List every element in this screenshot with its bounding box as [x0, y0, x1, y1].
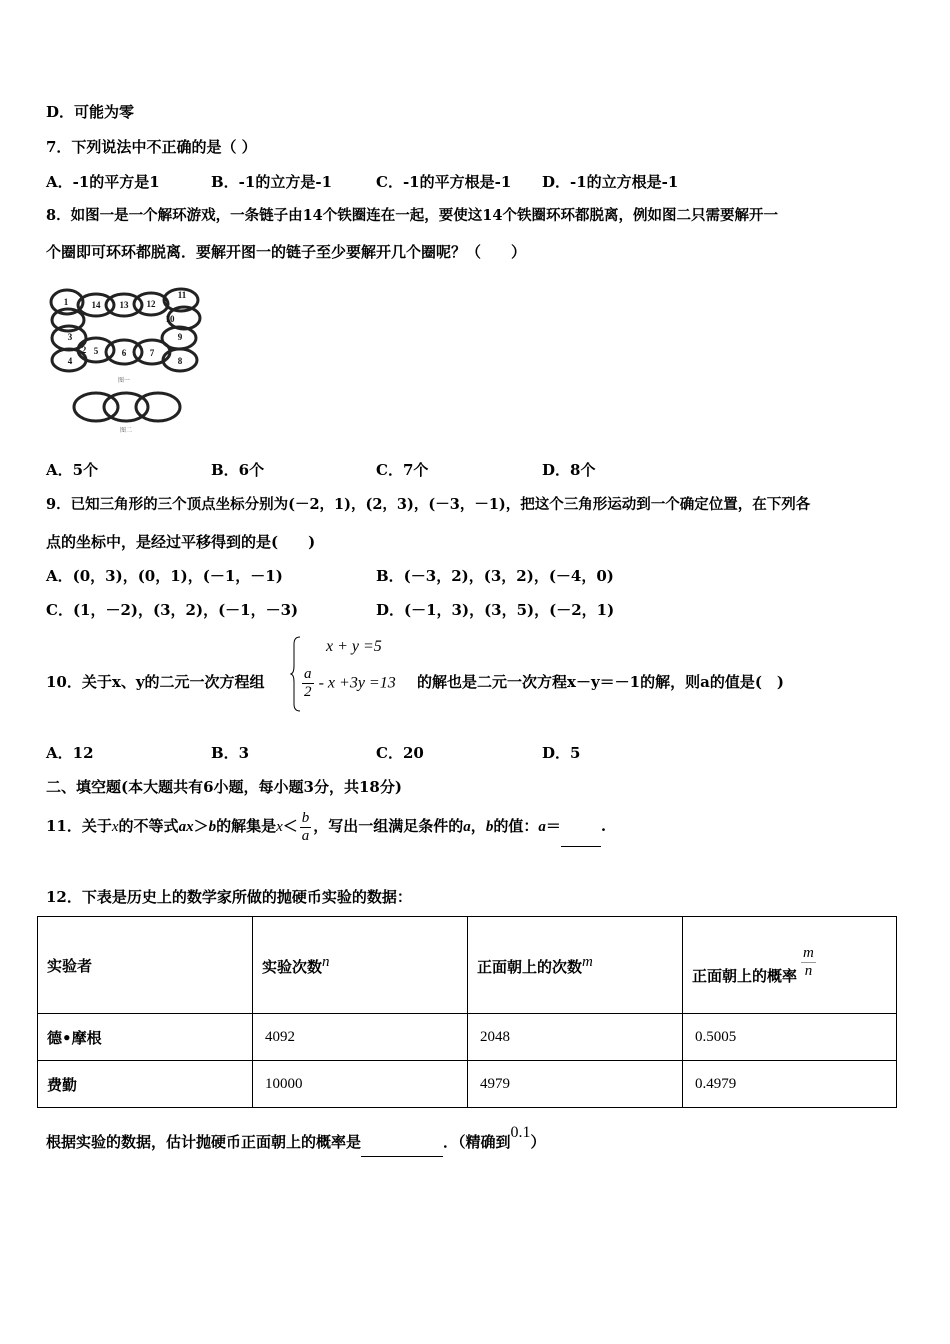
header-fraction	[801, 945, 816, 980]
q8-stem-line2: 个圈即可环环都脱离．要解开图一的链子至少要解开几个圈呢？（ ）	[46, 243, 527, 261]
ring-number: 11	[177, 290, 187, 300]
q10-fraction	[302, 666, 314, 701]
figure2-caption: 图二	[119, 427, 133, 434]
q11-period: .	[600, 817, 607, 835]
q10-option-b: B．3	[211, 744, 250, 762]
q11-var-a: a	[463, 819, 471, 835]
ring-number: 13	[119, 300, 129, 310]
q6-option-d: D．可能为零	[46, 103, 135, 121]
q11-var-a: a	[538, 819, 546, 835]
q10-equation1: x + y =5	[326, 638, 382, 655]
ring-number: 12	[146, 299, 156, 309]
q12-footer-text: ）	[530, 1133, 546, 1151]
q8-option-b: B．6个	[211, 461, 265, 479]
cell-experimenter: 德•摩根	[38, 1014, 253, 1061]
q11-var-b: b	[208, 819, 217, 835]
q11-fraction-denominator: a	[301, 827, 310, 844]
q10-equation2	[302, 666, 396, 701]
q11-comma: ，	[470, 817, 486, 835]
q10-equation2-rest: - x +3y =13	[318, 674, 396, 692]
q11-var-x: x	[111, 819, 119, 835]
ring-number: 6	[121, 348, 127, 358]
header-heads-count	[468, 917, 683, 1014]
ring-number: 10	[165, 314, 175, 324]
cell-heads: 4979	[468, 1061, 683, 1108]
q11-text: 11．关于	[46, 817, 112, 835]
q11-gt-sign: ＞	[193, 817, 209, 835]
q11-line	[46, 806, 606, 846]
q12-stem: 12．下表是历史上的数学家所做的抛硬币实验的数据：	[46, 888, 412, 906]
table-header-row	[38, 917, 897, 1014]
cell-trials: 4092	[253, 1014, 468, 1061]
q7-option-b: B．-1的立方是-1	[211, 173, 333, 191]
figure1-caption: 图一	[117, 377, 131, 384]
ring-number: 8	[177, 356, 183, 366]
q8-option-a: A．5个	[46, 461, 99, 479]
q10-option-a: A．12	[46, 744, 94, 762]
q12-footer	[46, 1118, 546, 1157]
header-probability	[683, 917, 897, 1014]
q7-option-d: D．-1的立方根是-1	[542, 173, 679, 191]
header-trials-label: 实验次数	[262, 957, 323, 976]
ring-number: 3	[67, 332, 73, 342]
q11-text: 的值：	[493, 817, 539, 835]
coin-toss-table	[37, 916, 897, 1108]
q10-fraction-denominator: 2	[304, 684, 312, 700]
header-var-m: m	[582, 953, 593, 970]
q11-lt-sign: ＜	[282, 817, 298, 835]
q12-footer-text: 根据实验的数据，估计抛硬币正面朝上的概率是	[46, 1133, 362, 1151]
q7-option-a: A．-1的平方是1	[46, 173, 160, 191]
q8-stem-line1: 8．如图一是一个解环游戏，一条链子由14个铁圈连在一起，要使这14个铁圈环环都脱离，例如图二只需要解开一	[46, 207, 778, 224]
header-fraction-numerator: m	[803, 944, 814, 961]
q7-option-c: C．-1的平方根是-1	[376, 173, 512, 191]
q10-stem-before: 10．关于x、y的二元一次方程组	[46, 673, 265, 691]
header-trials	[253, 917, 468, 1014]
ring-number: 1	[63, 297, 69, 307]
q10-option-d: D．5	[542, 744, 581, 762]
cell-probability: 0.4979	[683, 1061, 897, 1108]
q10-stem-after: 的解也是二元一次方程x－y＝－1的解，则a的值是( )	[417, 673, 785, 691]
chain-rings-figure	[44, 280, 204, 440]
ring-number: 2	[81, 345, 87, 355]
ring-number: 4	[67, 356, 73, 366]
header-fraction-denominator: n	[804, 962, 813, 979]
header-experimenter: 实验者	[38, 917, 253, 1014]
header-var-n: n	[322, 953, 330, 970]
header-probability-label: 正面朝上的概率	[692, 966, 798, 985]
q11-text: 的不等式	[118, 817, 179, 835]
q12-footer-text: ．（精确到	[443, 1133, 511, 1151]
q11-var-ax: ax	[178, 819, 194, 835]
q8-option-c: C．7个	[376, 461, 429, 479]
table-row	[38, 1014, 897, 1061]
q7-stem: 7．下列说法中不正确的是（ ）	[46, 138, 257, 156]
q9-stem-line2: 点的坐标中，是经过平移得到的是( )	[46, 533, 316, 551]
q11-text: ，写出一组满足条件的	[313, 817, 464, 835]
q9-option-d: D．(－1，3)，(3，5)，(－2，1)	[376, 601, 615, 619]
cell-heads: 2048	[468, 1014, 683, 1061]
section2-title: 二、填空题(本大题共有6小题，每小题3分，共18分)	[46, 778, 402, 796]
ring-number: 5	[93, 346, 99, 356]
q11-fraction-numerator: b	[301, 809, 310, 826]
q9-option-b: B．(－3，2)，(3，2)，(－4，0)	[376, 567, 614, 585]
header-heads-label: 正面朝上的次数	[477, 957, 583, 976]
q12-precision-value: 0.1	[510, 1124, 531, 1141]
cell-trials: 10000	[253, 1061, 468, 1108]
cell-probability: 0.5005	[683, 1014, 897, 1061]
system-brace	[290, 636, 302, 712]
q11-answer-blank[interactable]	[561, 820, 601, 847]
q11-var-b: b	[485, 819, 494, 835]
q10-option-c: C．20	[376, 744, 424, 762]
q11-var-x: x	[276, 819, 283, 835]
ring-number: 14	[91, 300, 101, 310]
q11-text: 的解集是	[216, 817, 277, 835]
q9-option-c: C．(1，－2)，(3，2)，(－1，－3)	[46, 601, 299, 619]
q9-stem-line1: 9．已知三角形的三个顶点坐标分别为(－2，1)，(2，3)，(－3，－1)，把这个三角形运动到一个确定位置，在下列各	[46, 496, 811, 513]
ring-number: 9	[177, 332, 183, 342]
q12-answer-blank[interactable]	[361, 1134, 443, 1157]
q10-fraction-numerator: a	[304, 666, 312, 682]
q9-option-a: A．(0，3)，(0，1)，(－1，－1)	[46, 567, 283, 585]
q11-fraction	[300, 810, 312, 845]
q11-equals-sign: ＝	[545, 817, 561, 835]
cell-experimenter: 费勤	[38, 1061, 253, 1108]
ring-number: 7	[149, 348, 155, 358]
q8-option-d: D．8个	[542, 461, 596, 479]
table-row	[38, 1061, 897, 1108]
